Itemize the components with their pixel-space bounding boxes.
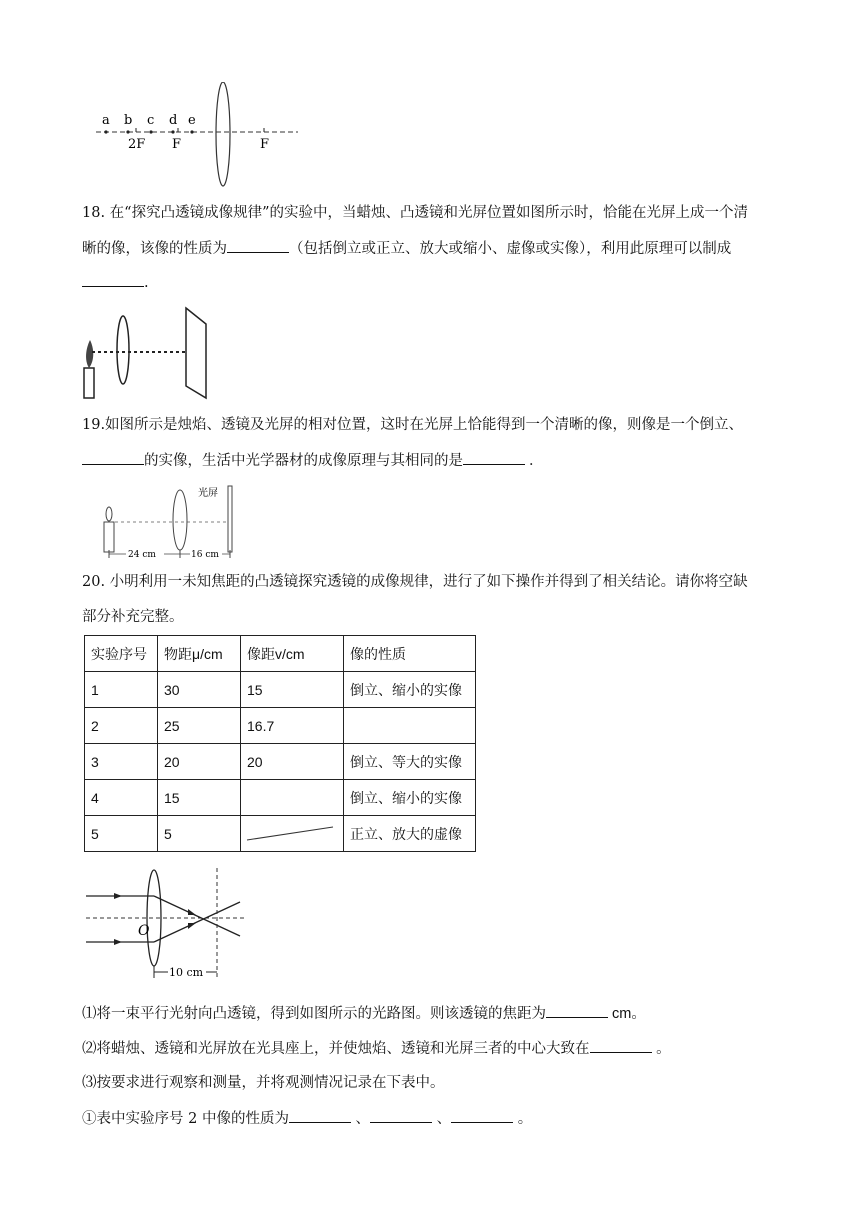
slash-line [241,816,337,851]
distance-left-label: 24 cm [128,550,156,560]
table-cell: 正立、放大的虚像 [344,816,476,852]
q20-line2: 部分补充完整。 [82,609,184,625]
step1-unit: cm。 [608,1006,646,1022]
table-cell: 倒立、缩小的实像 [344,780,476,816]
step2-end: 。 [651,1041,671,1057]
image-nature-blank-2[interactable] [370,1108,432,1123]
point-label-c: c [147,113,155,128]
sub1-end: 。 [513,1111,533,1127]
q18-text-b: （包括倒立或正立、放大或缩小、虚像或实像），利用此原理可以制成 [289,241,732,257]
table-cell: 25 [158,708,241,744]
lens-axis-figure [92,82,302,192]
image-nature-blank-3[interactable] [451,1108,513,1123]
q19-answer-blank-1[interactable] [82,450,144,465]
q18-line1: 18. 在“探究凸透镜成像规律”的实验中，当蜡烛、凸透镜和光屏位置如图所示时，恰能在光屏上成一个清 [82,205,748,221]
step2-line [82,1038,671,1059]
point-label-b: b [124,113,133,128]
point-label-e: e [188,113,196,128]
distance-figure [98,480,248,560]
table-cell-slashed [241,816,344,852]
table-cell: 1 [85,672,158,708]
table-row [85,708,476,744]
table-cell: 20 [241,744,344,780]
table-row [85,780,476,816]
q18-period: . [144,275,149,291]
focal-length-figure [84,866,254,980]
focal-distance-label: 10 cm [169,966,204,979]
q19-line2 [82,450,544,471]
table-cell: 15 [241,672,344,708]
step2-text: ⑵将蜡烛、透镜和光屏放在光具座上，并使烛焰、透镜和光屏三者的中心大致在 [82,1041,590,1057]
center-height-blank[interactable] [590,1038,652,1053]
q18-answer-blank-2[interactable] [82,272,144,287]
point-label-d: d [169,113,178,128]
table-cell: 15 [158,780,241,816]
sub1-line [82,1108,532,1129]
table-row [85,672,476,708]
step3-line: ⑶按要求进行观察和测量，并将观测情况记录在下表中。 [82,1075,445,1091]
screen-label: 光屏 [198,488,218,499]
mark-f-left: F [172,137,182,152]
q20-line1: 20. 小明利用一未知焦距的凸透镜探究透镜的成像规律，进行了如下操作并得到了相关结论。请你将空缺 [82,574,748,590]
sub1-text: ①表中实验序号 2 中像的性质为 [82,1111,289,1127]
table-cell: 5 [158,816,241,852]
table-cell: 倒立、等大的实像 [344,744,476,780]
step1-text: ⑴将一束平行光射向凸透镜，得到如图所示的光路图。则该透镜的焦距为 [82,1006,546,1022]
table-cell: 16.7 [241,708,344,744]
results-table [84,635,476,852]
q19-text-b: ． [529,453,544,469]
header-object-distance: 物距μ/cm [158,636,241,672]
table-row [85,744,476,780]
table-cell: 30 [158,672,241,708]
focal-length-blank[interactable] [546,1003,608,1018]
mark-f-right: F [260,137,270,152]
table-header-row [85,636,476,672]
mark-2f: 2F [128,137,146,152]
q18-line3 [82,272,149,293]
table-cell: 20 [158,744,241,780]
q19-text-a: 的实像，生活中光学器材的成像原理与其相同的是 [144,453,463,469]
lens-center-label: O [138,923,150,939]
q19-line1: 19.如图所示是烛焰、透镜及光屏的相对位置，这时在光屏上恰能得到一个清晰的像，则像是一个倒立、 [82,417,744,433]
step1-line [82,1003,646,1024]
table-cell: 4 [85,780,158,816]
table-cell: 倒立、缩小的实像 [344,672,476,708]
table-cell-empty[interactable] [241,780,344,816]
q18-text-a: 晰的像，该像的性质为 [82,241,227,257]
q19-answer-blank-2[interactable] [463,450,525,465]
sub1-sep-1: 、 [350,1111,371,1127]
image-nature-blank-1[interactable] [289,1108,351,1123]
q18-line2 [82,238,731,259]
header-image-nature: 像的性质 [344,636,476,672]
table-cell: 3 [85,744,158,780]
distance-right-label: 16 cm [191,550,219,560]
table-cell: 2 [85,708,158,744]
table-cell-empty[interactable] [344,708,476,744]
point-label-a: a [102,113,110,128]
header-trial-no: 实验序号 [85,636,158,672]
candle-lens-screen-figure [80,302,220,402]
header-image-distance: 像距v/cm [241,636,344,672]
table-cell: 5 [85,816,158,852]
q18-answer-blank-1[interactable] [227,238,289,253]
sub1-sep-2: 、 [432,1111,452,1127]
table-row [85,816,476,852]
